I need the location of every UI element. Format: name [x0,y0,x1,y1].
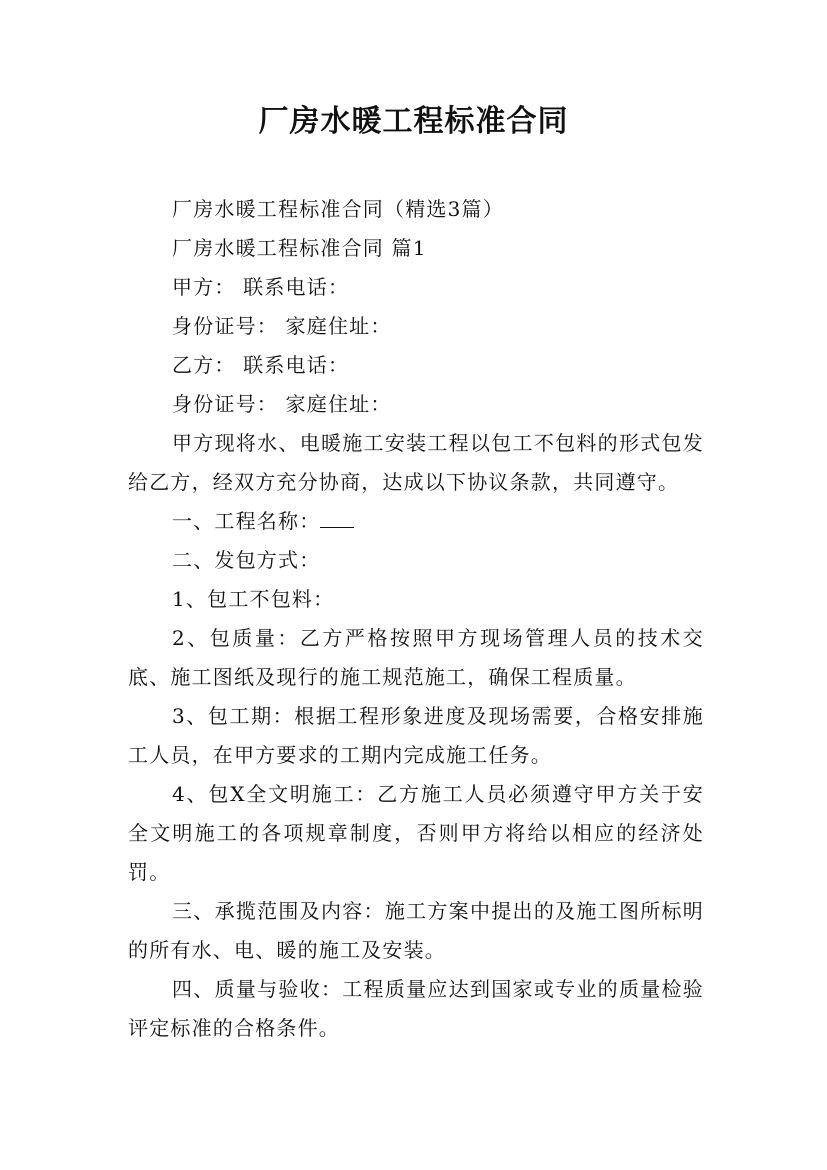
paragraph-intro: 甲方现将水、电暖施工安装工程以包工不包料的形式包发给乙方，经双方充分协商，达成以下协议条款，共同遵守。 [128,431,704,494]
paragraph-item-2: 2、包质量：乙方严格按照甲方现场管理人员的技术交底、施工图纸及现行的施工规范施工，确保工程质量。 [128,626,704,689]
paragraph-scope: 三、承揽范围及内容：施工方案中提出的及施工图所标明的所有水、电、暖的施工及安装。 [128,899,704,962]
document-body [128,190,704,1048]
paragraph-subtitle: 厂房水暖工程标准合同（精选3篇） [172,197,504,221]
paragraph-item-3: 3、包工期：根据工程形象进度及现场需要，合格安排施工人员，在甲方要求的工期内完成施工任务。 [128,704,704,767]
project-name-blank [320,509,354,528]
paragraph-party-a-id: 身份证号： 家庭住址： [172,314,392,338]
document-title: 厂房水暖工程标准合同 [258,104,569,139]
paragraph-party-b: 乙方： 联系电话： [172,353,350,377]
paragraph-item-4: 4、包X全文明施工：乙方施工人员必须遵守甲方关于安全文明施工的各项规章制度，否则甲方将给以相应的经济处罚。 [128,782,704,884]
paragraph-party-b-id: 身份证号： 家庭住址： [172,392,392,416]
paragraph-quality: 四、质量与验收：工程质量应达到国家或专业的质量检验评定标准的合格条件。 [128,977,704,1040]
paragraph-project-name [128,502,704,541]
paragraph-party-a: 甲方： 联系电话： [172,275,350,299]
paragraph-section-heading: 厂房水暖工程标准合同 篇1 [172,236,427,260]
project-name-label: 一、工程名称： [172,509,321,533]
paragraph-contract-method: 二、发包方式： [172,548,321,572]
paragraph-item-1: 1、包工不包料： [172,587,335,611]
